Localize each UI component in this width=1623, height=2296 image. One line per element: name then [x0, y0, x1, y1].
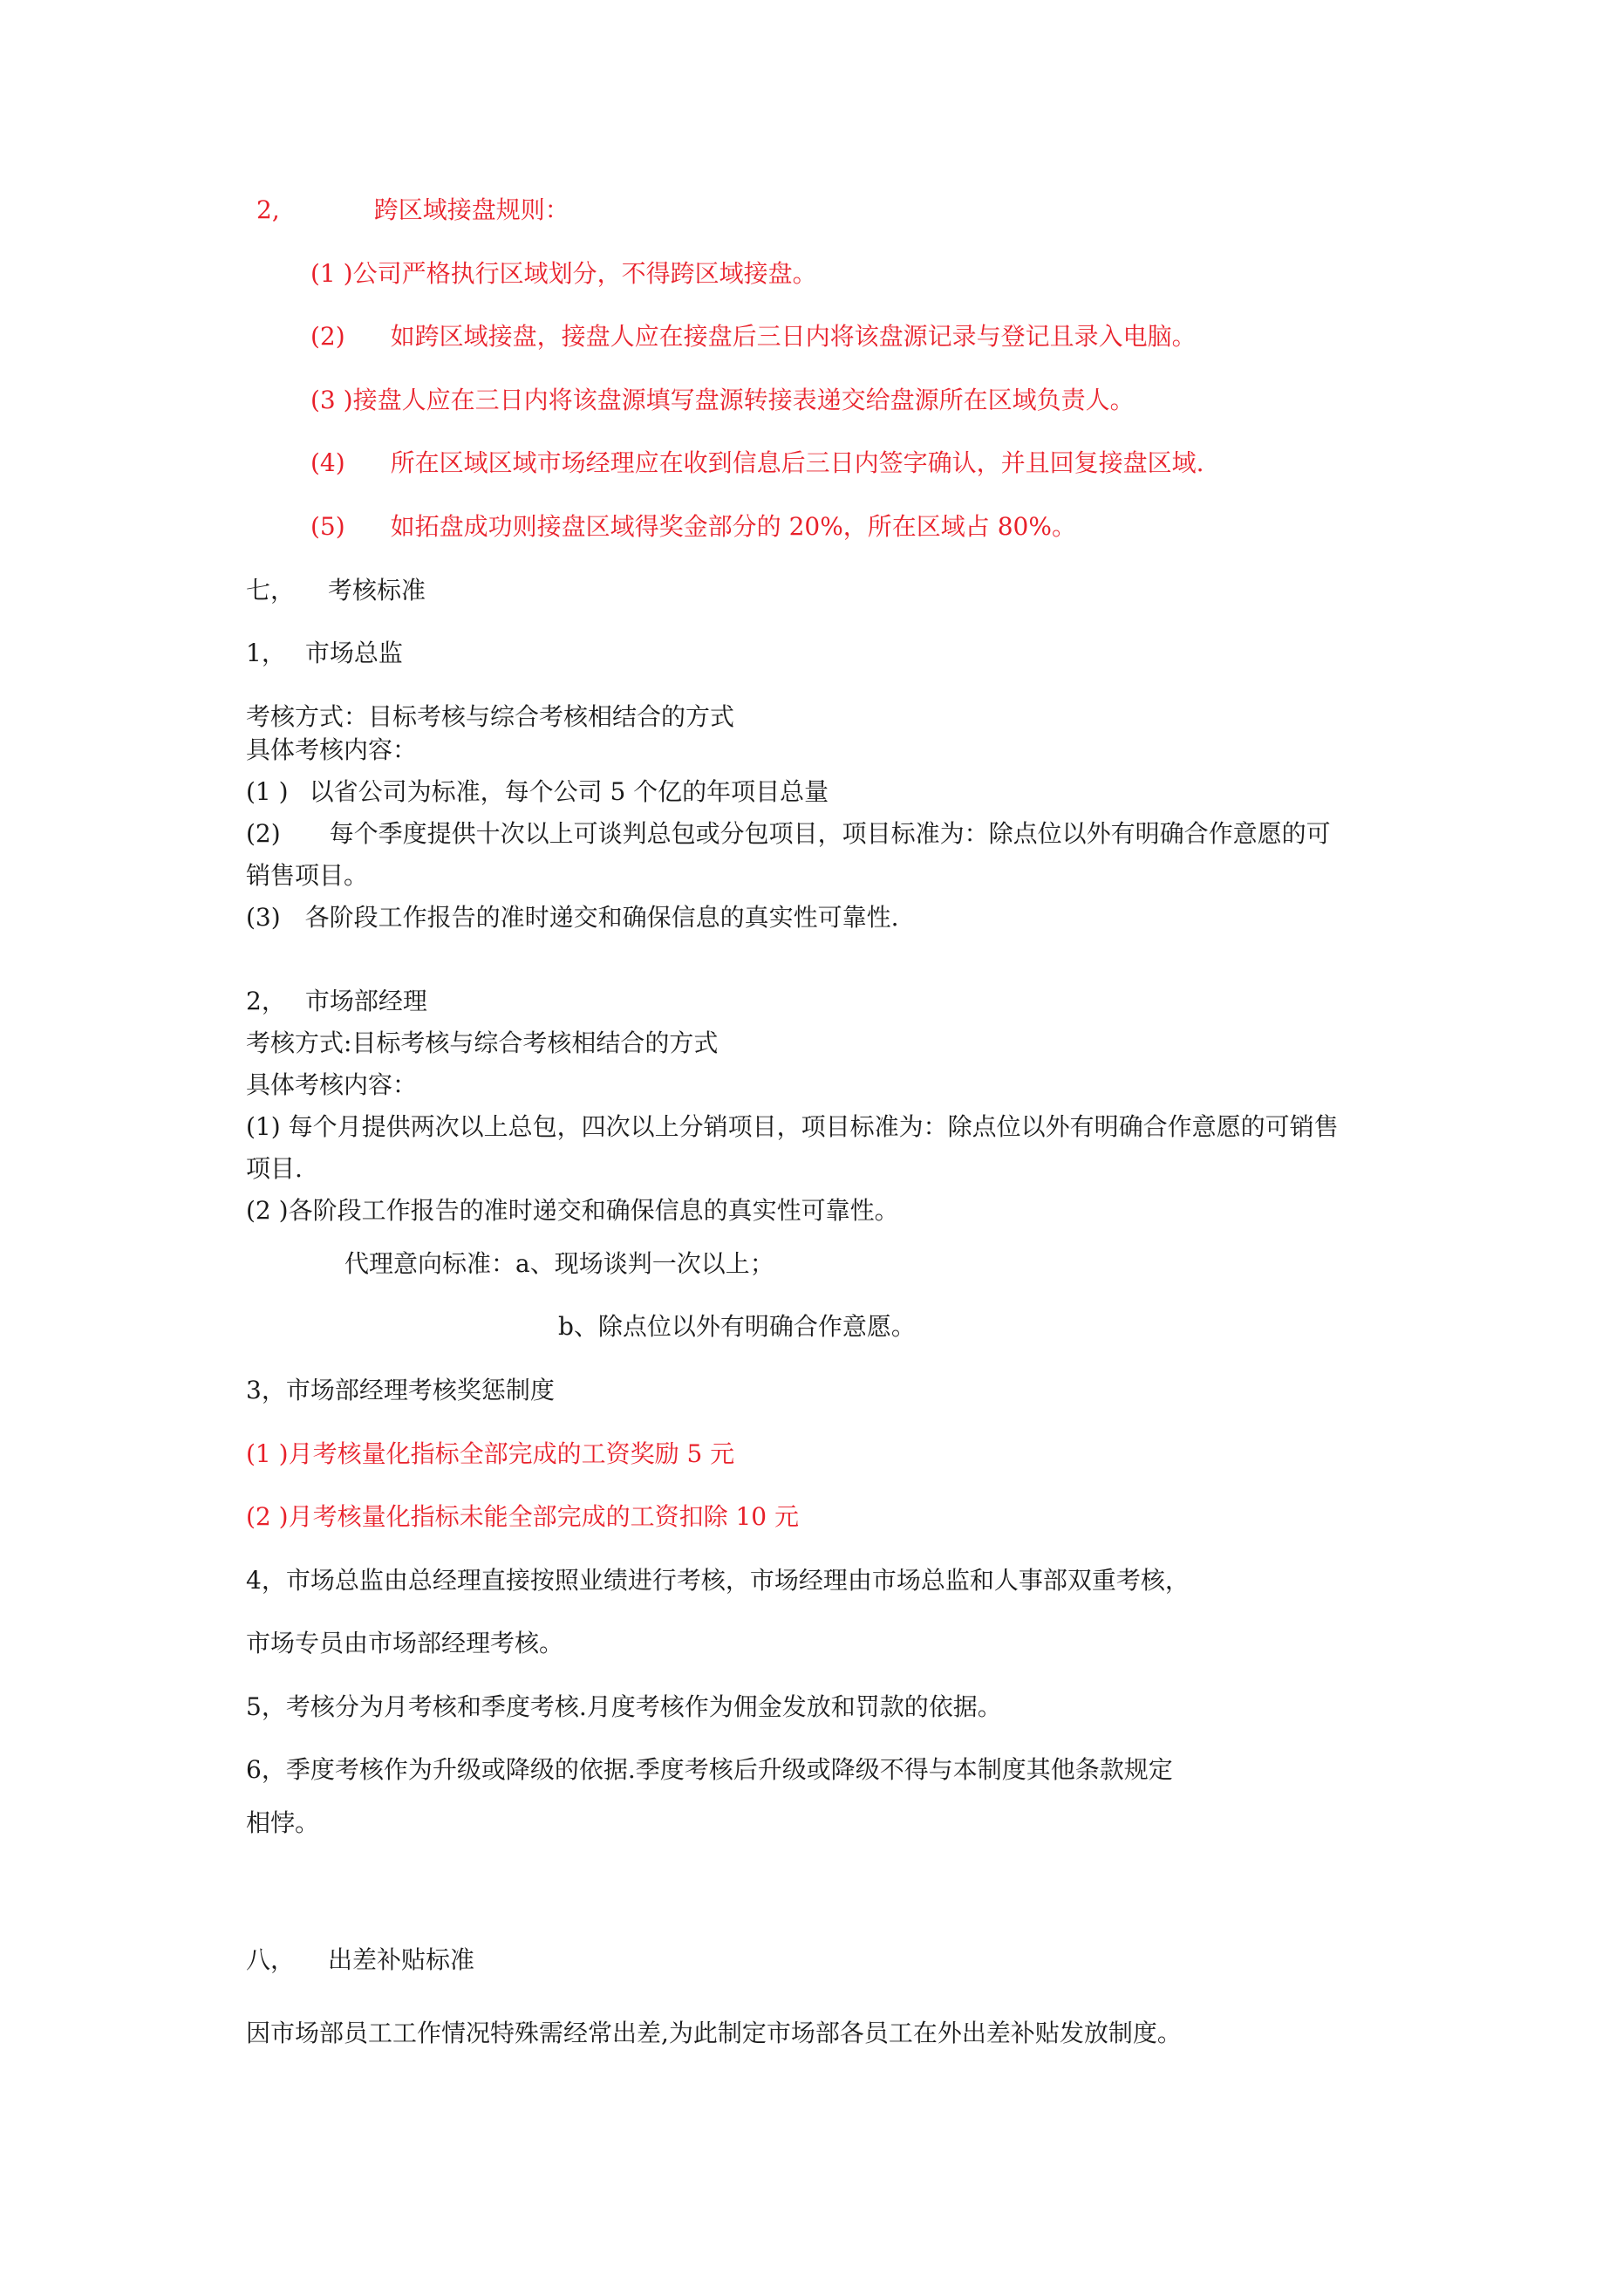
- sub1-method: 考核方式：目标考核与综合考核相结合的方式: [246, 702, 735, 731]
- section7-heading: 七， 考核标准: [246, 576, 426, 605]
- sub1-item-1: (1 ) 以省公司为标准，每个公司 5 个亿的年项目总量: [246, 777, 829, 806]
- sub2-content-label: 具体考核内容：: [246, 1070, 418, 1099]
- paragraph-6-line-1: 6，季度考核作为升级或降级的依据.季度考核后升级或降级不得与本制度其他条款规定: [246, 1755, 1173, 1784]
- rule2-heading: [256, 194, 569, 227]
- sub1-item-3: (3) 各阶段工作报告的准时递交和确保信息的真实性可靠性.: [246, 903, 899, 932]
- sub2-item-1: (1) 每个月提供两次以上总包，四次以上分销项目，项目标准为：除点位以外有明确合作意愿的可销售: [246, 1112, 1339, 1141]
- paragraph-6-line-2: 相悖。: [246, 1808, 320, 1837]
- rule2-item-3: (3 )接盘人应在三日内将该盘源填写盘源转接表递交给盘源所在区域负责人。: [310, 386, 1135, 414]
- rule2-item-4: (4) 所在区域区域市场经理应在收到信息后三日内签字确认，并且回复接盘区域.: [310, 448, 1204, 477]
- agency-standard-a: 代理意向标准：a、现场谈判一次以上；: [344, 1249, 774, 1278]
- section7-sub2-heading: 2， 市场部经理: [246, 987, 427, 1015]
- sub3-item-1: (1 )月考核量化指标全部完成的工资奖励 5 元: [246, 1439, 735, 1468]
- sub1-item-2-cont: 销售项目。: [246, 861, 369, 890]
- section8-body: 因市场部员工工作情况特殊需经常出差,为此制定市场部各员工在外出差补贴发放制度。: [246, 2019, 1182, 2047]
- rule2-num: 2,: [256, 195, 280, 224]
- sub1-content-label: 具体考核内容：: [246, 735, 418, 764]
- agency-standard-b: b、除点位以外有明确合作意愿。: [558, 1312, 916, 1341]
- sub3-item-2: (2 )月考核量化指标未能全部完成的工资扣除 10 元: [246, 1502, 799, 1531]
- rule2-title: 跨区域接盘规则：: [373, 195, 569, 224]
- section8-heading: 八， 出差补贴标准: [246, 1945, 475, 1974]
- paragraph-4-line-1: 4，市场总监由总经理直接按照业绩进行考核，市场经理由市场总监和人事部双重考核，: [246, 1566, 1190, 1595]
- rule2-item-2: (2) 如跨区域接盘，接盘人应在接盘后三日内将该盘源记录与登记且录入电脑。: [310, 322, 1197, 351]
- rule2-item-5: (5) 如拓盘成功则接盘区域得奖金部分的 20%，所在区域占 80%。: [310, 512, 1076, 541]
- section7-sub3-heading: 3，市场部经理考核奖惩制度: [246, 1376, 555, 1404]
- rule2-item-1: (1 )公司严格执行区域划分，不得跨区域接盘。: [310, 259, 817, 288]
- sub2-method: 考核方式:目标考核与综合考核相结合的方式: [246, 1028, 719, 1057]
- sub2-item-2: (2 )各阶段工作报告的准时递交和确保信息的真实性可靠性。: [246, 1196, 899, 1225]
- paragraph-4-line-2: 市场专员由市场部经理考核。: [246, 1629, 564, 1657]
- section7-sub1-heading: 1， 市场总监: [246, 639, 403, 667]
- sub2-item-1-cont: 项目.: [246, 1154, 303, 1183]
- paragraph-5: 5，考核分为月考核和季度考核.月度考核作为佣金发放和罚款的依据。: [246, 1692, 1002, 1721]
- sub1-item-2: (2) 每个季度提供十次以上可谈判总包或分包项目，项目标准为：除点位以外有明确合作意愿的可: [246, 819, 1331, 848]
